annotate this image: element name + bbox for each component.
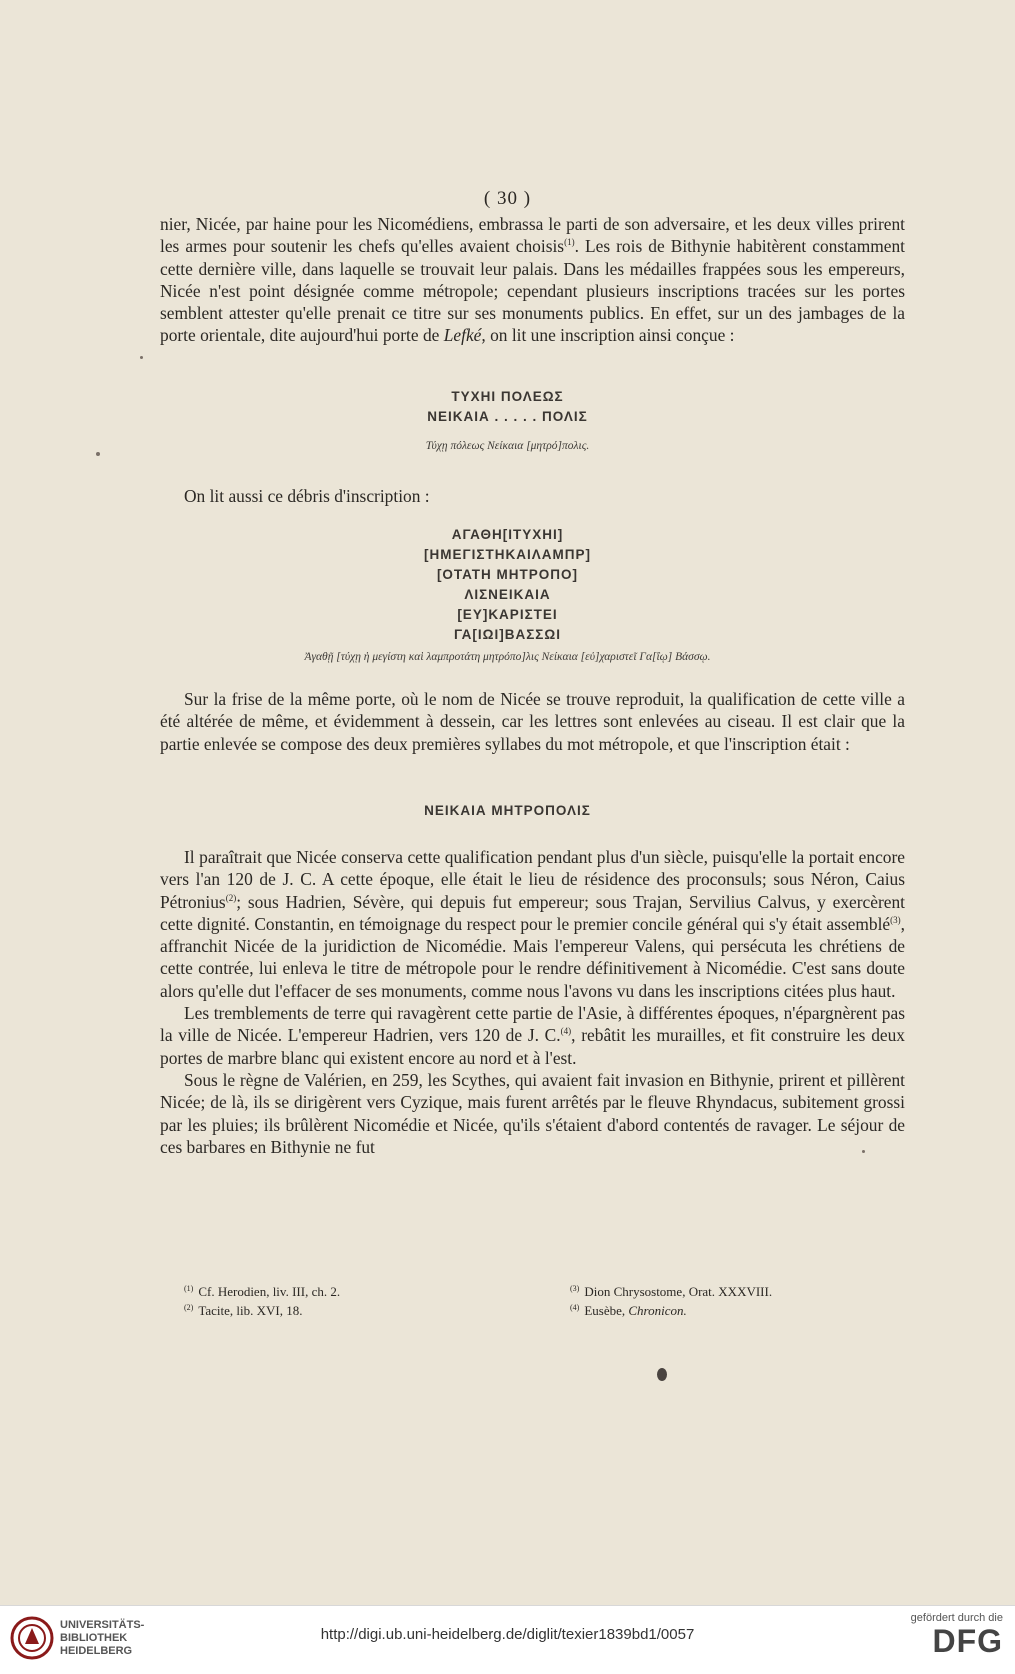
paragraph-3: [160, 688, 905, 755]
paragraph-3-text: Sur la frise de la même porte, où le nom de Nicée se trouve reproduit, la qualification de cette ville a été altérée de même, et évidemment à dessein, car les lettres sont enlevées au ciseau. Il est clair que la partie enlevée se compose des deux premières syllabes du mot métropole, et que l'inscription était :: [160, 689, 905, 754]
footnote-mark: (3): [570, 1284, 580, 1293]
permalink-url[interactable]: http://digi.ub.uni-heidelberg.de/diglit/texier1839bd1/0057: [320, 1626, 695, 1643]
footnote-3: [570, 1282, 772, 1301]
library-line: UNIVERSITÄTS-: [60, 1619, 145, 1631]
footnote-ref-1: (1): [564, 237, 575, 248]
lefke-italic: Lefké,: [443, 325, 486, 346]
inscription-1-line: ΝΕΙΚΑΙΑ . . . . . ΠΟΛΙΣ: [427, 409, 588, 424]
main-body: [160, 846, 905, 1158]
inscription-2-line: [ΕΥ]ΚΑΡΙΣΤΕΙ: [457, 607, 558, 622]
paragraph-2: [160, 485, 905, 507]
footnote-mark: (2): [184, 1303, 194, 1312]
paragraph-5: [160, 1002, 905, 1069]
inscription-2-line: [ΗΜΕΓΙΣΤΗΚΑΙΛΑΜΠΡ]: [424, 547, 591, 562]
library-line: BIBLIOTHEK: [60, 1632, 128, 1644]
paragraph-2-text: On lit aussi ce débris d'inscription :: [184, 486, 430, 506]
paragraph-4-text: ; sous Hadrien, Sévère, qui depuis fut empereur; sous Trajan, Servilius Calvus, y exercèrent cette dignité. Constantin, en témoignage du respect pour le premier concile général qui s'y était assemblé: [160, 891, 905, 934]
inscription-3: ΝΕΙΚΑΙΑ ΜΗΤΡΟΠΟΛΙΣ: [424, 803, 591, 818]
footnote-ref-2: (2): [225, 892, 237, 903]
sponsor-block: [911, 1612, 1003, 1658]
paragraph-4-text: Il paraîtrait que Nicée conserva cette qualification pendant plus d'un siècle, puisqu'elle la portait encore vers l'an 120 de J. C. A cette époque, elle était le lieu de résidence des proconsuls; sous Néron, Caius Pétronius: [160, 847, 905, 912]
paragraph-5-text: Les tremblements de terre qui ravagèrent cette partie de l'Asie, à différentes époques, n'épargnèrent pas la ville de Nicée. L'empereur Hadrien, vers 120 de J. C.: [160, 1003, 905, 1046]
footnote-text: Tacite, lib. XVI, 18.: [198, 1303, 303, 1318]
inscription-2-line: ΑΓΑΘΗ[ΙΤΥΧΗΙ]: [451, 527, 564, 542]
library-line: HEIDELBERG: [60, 1645, 133, 1657]
dfg-logo: DFG: [932, 1623, 1003, 1659]
paragraph-5-text: , rebâtit les murailles, et fit construire les deux portes de marbre blanc qui existent encore au nord et à l'est.: [160, 1025, 905, 1068]
inscription-2-line: ΓΑ[ΙΩΙ]ΒΑΣΣΩΙ: [454, 627, 561, 642]
inscription-2-transcription: Ἀγαθῇ [τύχῃ ἡ μεγίστη καὶ λαμπροτάτη μητρόπο]λις Νείκαια [εὐ]χαριστεῖ Γα[ΐῳ] Βάσσῳ.: [304, 651, 711, 663]
paragraph-1-end: on lit une inscription ainsi conçue :: [490, 325, 735, 346]
paper-speck: [862, 1150, 865, 1153]
footnote-ref-3: (3): [890, 914, 901, 925]
footnote-text: Cf. Herodien, liv. III, ch. 2.: [198, 1284, 341, 1299]
inscription-1: [0, 387, 1015, 427]
paper-speck: [140, 356, 143, 359]
footnote-mark: (1): [184, 1284, 194, 1293]
paragraph-1-continued: . Les rois de Bithynie habitèrent constamment cette dernière ville, dans laquelle se trouvait leur palais. Dans les médailles frappées sous les empereurs, Nicée n'est point désignée comme métropole; cependant plusieurs inscriptions tracées sur les portes semblent attester qu'elle prenait ce titre sur ses monuments publics. En effet, sur un des jambages de la porte orientale, dite aujourd'hui porte de: [160, 236, 905, 346]
inscription-1-transcription: Τύχῃ πόλεως Νείκαια [μητρό]πολις.: [425, 440, 590, 452]
inscription-1-line: ΤΥΧΗΙ ΠΟΛΕΩΣ: [451, 389, 564, 404]
footnote-4: [570, 1301, 687, 1320]
paragraph-6: Sous le règne de Valérien, en 259, les Scythes, qui avaient fait invasion en Bithynie, prirent et pillèrent Nicée; de là, ils se dirigèrent vers Cyzique, mais furent arrêtés par le fleuve Rhyndacus, subitement grossi par les pluies; ils brûlèrent Nicomédie et Nicée, qu'ils s'étaient d'abord contentés de ravager. Le séjour de ces barbares en Bithynie ne fut: [160, 1069, 905, 1157]
paragraph-1-text: nier, Nicée, par haine pour les Nicomédiens, embrassa le parti de son adversaire, et les deux villes prirent les armes pour soutenir les chefs qu'elles avaient choisis: [160, 214, 905, 257]
paper-speck: [96, 452, 100, 456]
footnote-text: Dion Chrysostome, Orat. XXXVIII.: [584, 1284, 773, 1299]
footnote-italic: Chronicon.: [628, 1303, 687, 1318]
footnote-ref-4: (4): [560, 1026, 572, 1037]
footer-bar: [0, 1605, 1015, 1674]
inscription-2-line: ΛΙΣΝΕΙΚΑΙΑ: [464, 587, 551, 602]
footnote-mark: (4): [570, 1303, 580, 1312]
paragraph-1: [160, 213, 905, 347]
sponsor-tag: gefördert durch die: [910, 1612, 1003, 1624]
footnote-text: Eusèbe,: [584, 1303, 626, 1318]
page-number: ( 30 ): [483, 188, 532, 209]
ink-blot: [657, 1368, 667, 1381]
paragraph-4-text: , affranchit Nicée de la juridiction de Nicomédie. Mais l'empereur Valens, qui persécuta les chrétiens de cette contrée, lui enleva le titre de métropole pour le rendre définitivement à Nicomédie. C'est sans doute alors qu'elle dut l'effacer de ses monuments, comme nous l'avons vu dans les inscriptions citées plus haut.: [160, 913, 905, 1001]
paragraph-4: [160, 846, 905, 1002]
footnote-2: [184, 1301, 302, 1320]
inscription-2-line: [ΟΤΑΤΗ ΜΗΤΡΟΠΟ]: [436, 567, 579, 582]
footnote-1: [184, 1282, 340, 1301]
inscription-2: [0, 525, 1015, 645]
